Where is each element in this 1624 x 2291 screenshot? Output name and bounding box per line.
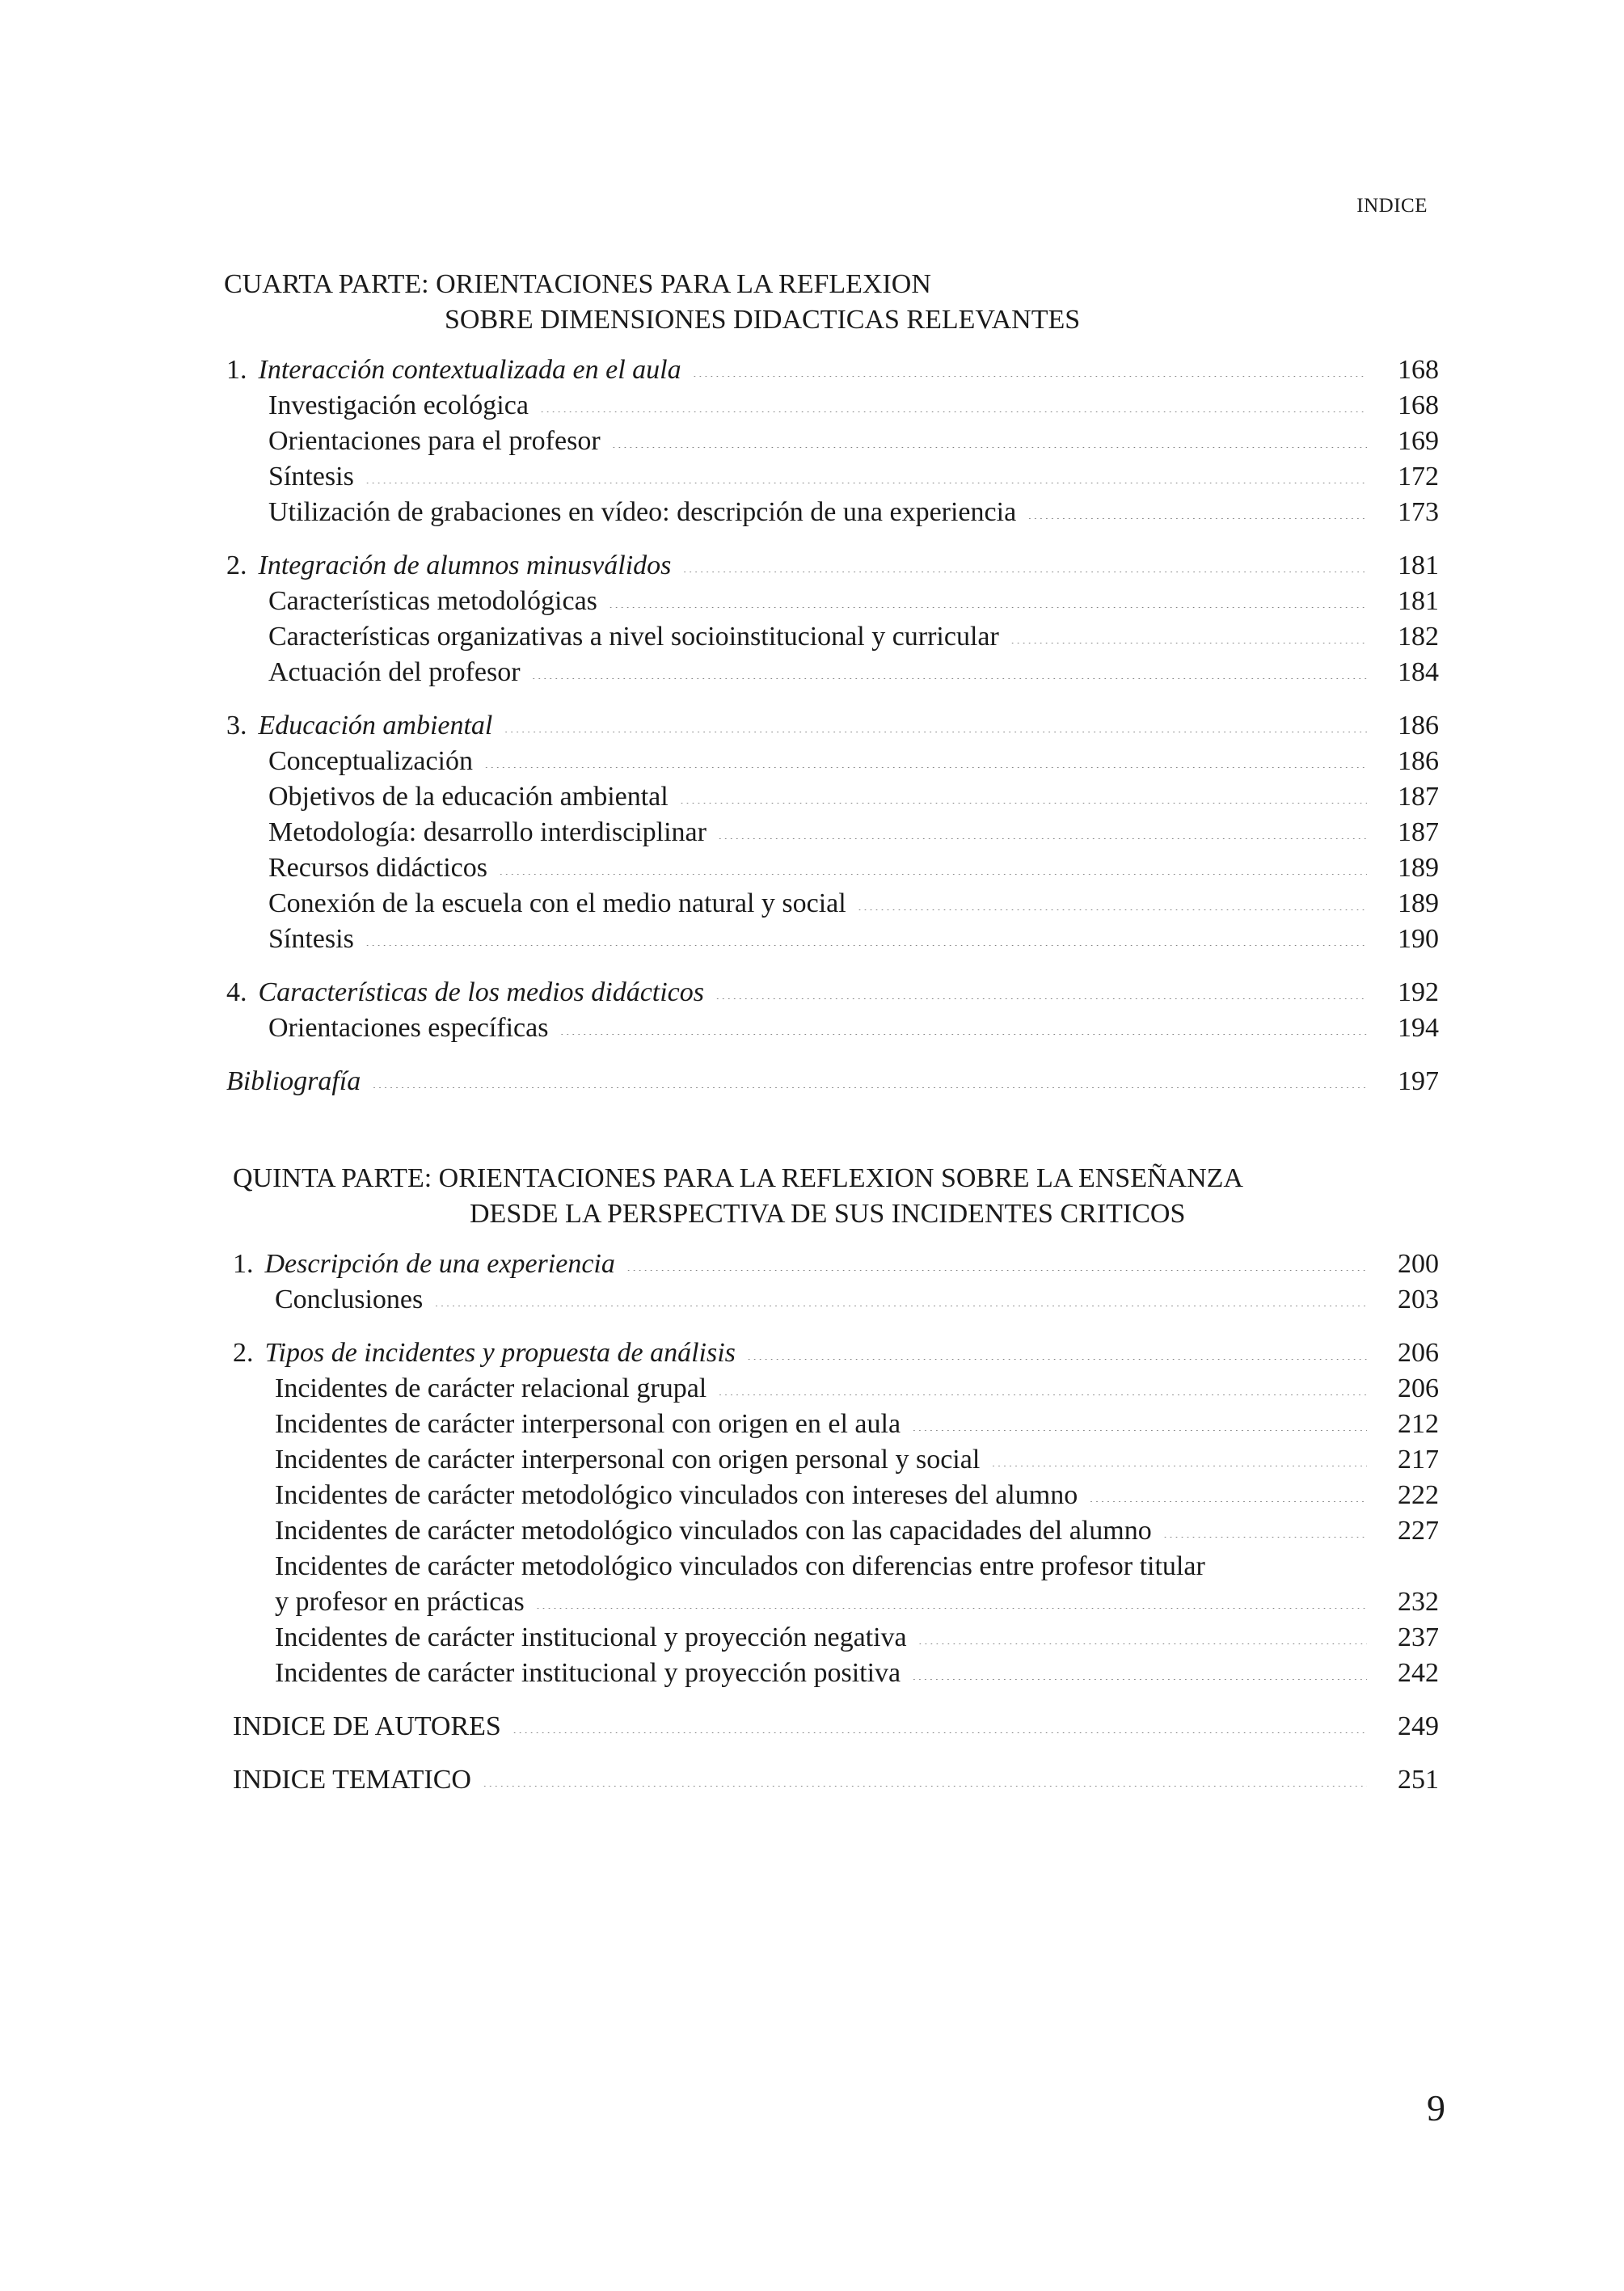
toc-item (226, 495, 1439, 530)
item-title: Incidentes de carácter institucional y proyección positiva (275, 1658, 901, 1688)
toc-section (226, 975, 1439, 1010)
part5-toc (233, 1247, 1439, 1798)
toc-item (233, 1282, 1439, 1318)
running-header: INDICE (1356, 195, 1428, 217)
page-ref: 181 (1398, 586, 1439, 616)
page-ref: 251 (1398, 1765, 1439, 1795)
toc-item (226, 388, 1439, 424)
leader-dots (747, 1335, 1367, 1360)
toc-item (233, 1513, 1439, 1549)
item-title: Incidentes de carácter metodológico vinculados con intereses del alumno (275, 1480, 1078, 1510)
page-ref: 203 (1398, 1285, 1439, 1314)
leader-dots (918, 1620, 1367, 1644)
item-title: Características organizativas a nivel socioinstitucional y curricular (268, 622, 999, 652)
item-title: Incidentes de carácter interpersonal con origen en el aula (275, 1409, 901, 1439)
leader-dots (626, 1247, 1367, 1271)
section-title: Características de los medios didácticos (258, 977, 705, 1007)
item-title: Incidentes de carácter metodológico vinculados con las capacidades del alumno (275, 1516, 1152, 1546)
page-ref: 206 (1398, 1338, 1439, 1368)
leader-dots (365, 459, 1367, 483)
page-number: 9 (1427, 2087, 1445, 2129)
leader-dots (612, 424, 1367, 448)
item-title: Recursos didácticos (268, 853, 487, 883)
section-title: Educación ambiental (258, 711, 493, 740)
item-title: Investigación ecológica (268, 390, 529, 420)
leader-dots (499, 850, 1367, 875)
section-number: 1. (226, 355, 247, 385)
leader-dots (693, 352, 1367, 377)
leader-dots (680, 779, 1367, 804)
page-ref: 237 (1398, 1622, 1439, 1652)
leader-dots (1163, 1513, 1367, 1538)
page-ref: 184 (1398, 657, 1439, 687)
item-title-line1: Incidentes de carácter metodológico vinculados con diferencias entre profesor titular (275, 1551, 1205, 1581)
toc-item (233, 1584, 1439, 1620)
page-ref: 212 (1398, 1409, 1439, 1439)
page-ref: 169 (1398, 426, 1439, 456)
toc-section (233, 1247, 1439, 1282)
section-title: Descripción de una experiencia (264, 1249, 615, 1279)
toc-item (226, 922, 1439, 957)
toc-item (233, 1478, 1439, 1513)
leader-dots (484, 744, 1367, 768)
item-title: Orientaciones específicas (268, 1013, 549, 1043)
toc-section (226, 548, 1439, 584)
leader-dots (1010, 619, 1367, 643)
section-number: 2. (226, 551, 247, 580)
section-title: Interacción contextualizada en el aula (258, 355, 681, 385)
leader-dots (536, 1584, 1367, 1609)
page-ref: 194 (1398, 1013, 1439, 1043)
toc-item (226, 655, 1439, 690)
item-title: Incidentes de carácter interpersonal con origen personal y social (275, 1445, 981, 1475)
leader-dots (483, 1762, 1367, 1787)
part5-heading (233, 1161, 1243, 1232)
page-ref: 197 (1398, 1066, 1439, 1096)
section-number: 3. (226, 711, 247, 740)
leader-dots (504, 708, 1367, 732)
toc-section (226, 708, 1439, 744)
page-ref: 173 (1398, 497, 1439, 527)
toc-bibliography (226, 1064, 1439, 1099)
toc-index-authors (233, 1709, 1439, 1745)
item-title: Síntesis (268, 924, 354, 954)
item-title: Incidentes de carácter relacional grupal (275, 1373, 707, 1403)
leader-dots (513, 1709, 1367, 1733)
leader-dots (540, 388, 1367, 412)
section-title: Integración de alumnos minusválidos (258, 551, 672, 580)
item-title: Orientaciones para el profesor (268, 426, 601, 456)
index-topics-title: INDICE TEMATICO (233, 1765, 471, 1795)
leader-dots (372, 1064, 1367, 1088)
toc-item (226, 815, 1439, 850)
leader-dots (858, 886, 1367, 910)
leader-dots (912, 1407, 1367, 1431)
page-ref: 189 (1398, 888, 1439, 918)
page-ref: 206 (1398, 1373, 1439, 1403)
item-title: Conceptualización (268, 746, 474, 776)
page-ref: 172 (1398, 462, 1439, 492)
toc-item (226, 584, 1439, 619)
item-title: Conclusiones (275, 1285, 424, 1314)
item-title: Conexión de la escuela con el medio natural y social (268, 888, 846, 918)
item-title: Objetivos de la educación ambiental (268, 782, 669, 812)
toc-item (226, 424, 1439, 459)
toc-item (233, 1656, 1439, 1691)
leader-dots (532, 655, 1367, 679)
leader-dots (718, 815, 1367, 839)
item-title: Características metodológicas (268, 586, 597, 616)
item-title: y profesor en prácticas (275, 1587, 525, 1617)
toc-item (226, 886, 1439, 922)
bibliography-title: Bibliografía (226, 1066, 361, 1096)
section-title: Tipos de incidentes y propuesta de análisis (264, 1338, 736, 1368)
item-title: Utilización de grabaciones en vídeo: descripción de una experiencia (268, 497, 1017, 527)
page-ref: 222 (1398, 1480, 1439, 1510)
part4-toc (226, 352, 1439, 1099)
part4-title-line2: SOBRE DIMENSIONES DIDACTICAS RELEVANTES (445, 305, 1081, 335)
page-ref: 217 (1398, 1445, 1439, 1475)
leader-dots (1089, 1478, 1367, 1502)
toc-item (226, 459, 1439, 495)
part5-title-line2: DESDE LA PERSPECTIVA DE SUS INCIDENTES CRITICOS (470, 1199, 1186, 1229)
leader-dots (991, 1442, 1367, 1466)
toc-item (233, 1620, 1439, 1656)
section-number: 4. (226, 977, 247, 1007)
leader-dots (715, 975, 1367, 999)
page-ref: 187 (1398, 782, 1439, 812)
leader-dots (1027, 495, 1367, 519)
index-authors-title: INDICE DE AUTORES (233, 1711, 501, 1741)
page-ref: 189 (1398, 853, 1439, 883)
page-ref: 249 (1398, 1711, 1439, 1741)
leader-dots (434, 1282, 1367, 1306)
leader-dots (682, 548, 1367, 572)
item-title: Actuación del profesor (268, 657, 521, 687)
item-title: Síntesis (268, 462, 354, 492)
leader-dots (912, 1656, 1367, 1680)
toc-item (233, 1407, 1439, 1442)
page-ref: 192 (1398, 977, 1439, 1007)
leader-dots (609, 584, 1367, 608)
part4-label: CUARTA PARTE: (224, 269, 429, 299)
toc-item (226, 744, 1439, 779)
toc-section (226, 352, 1439, 388)
page-ref: 187 (1398, 817, 1439, 847)
part4-heading (224, 267, 1080, 338)
part4-title-line1: ORIENTACIONES PARA LA REFLEXION (436, 269, 931, 299)
leader-dots (365, 922, 1367, 946)
toc-item (233, 1442, 1439, 1478)
leader-dots (559, 1010, 1367, 1035)
page-ref: 168 (1398, 355, 1439, 385)
toc-item (226, 850, 1439, 886)
toc-item (226, 619, 1439, 655)
page-ref: 186 (1398, 746, 1439, 776)
page-ref: 200 (1398, 1249, 1439, 1279)
toc-section (233, 1335, 1439, 1371)
page-ref: 232 (1398, 1587, 1439, 1617)
toc-item (233, 1371, 1439, 1407)
page-ref: 242 (1398, 1658, 1439, 1688)
part5-label: QUINTA PARTE: (233, 1163, 432, 1193)
toc-item (226, 779, 1439, 815)
part5-title-line1: ORIENTACIONES PARA LA REFLEXION SOBRE LA ENSEÑANZA (438, 1163, 1243, 1193)
page-ref: 227 (1398, 1516, 1439, 1546)
toc-index-topics (233, 1762, 1439, 1798)
page-ref: 190 (1398, 924, 1439, 954)
page-ref: 186 (1398, 711, 1439, 740)
section-number: 1. (233, 1249, 254, 1279)
leader-dots (718, 1371, 1367, 1395)
page-ref: 168 (1398, 390, 1439, 420)
section-number: 2. (233, 1338, 254, 1368)
page-ref: 181 (1398, 551, 1439, 580)
page-ref: 182 (1398, 622, 1439, 652)
toc-item (226, 1010, 1439, 1046)
item-title: Incidentes de carácter institucional y proyección negativa (275, 1622, 907, 1652)
item-title: Metodología: desarrollo interdisciplinar (268, 817, 707, 847)
